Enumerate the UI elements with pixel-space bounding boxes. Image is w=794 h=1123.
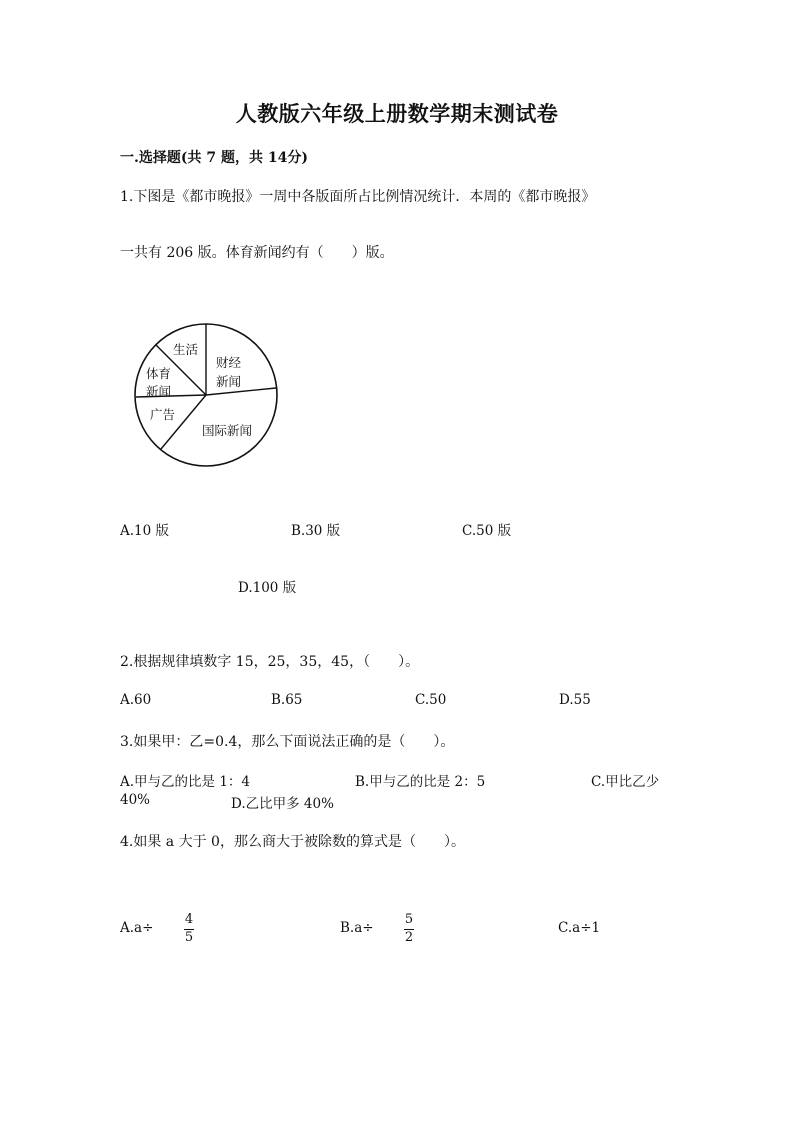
pie-divider-right [206, 388, 276, 395]
question-2: 2.根据规律填数字 15，25，35，45，（ ）。 [120, 654, 420, 670]
question-1-line-1: 1.下图是《都市晚报》一周中各版面所占比例情况统计．本周的《都市晚报》 [120, 189, 596, 205]
q1-option-a[interactable]: A.10 版 [120, 523, 170, 539]
q1-option-c[interactable]: C.50 版 [462, 523, 512, 539]
q2-option-c[interactable]: C.50 [415, 692, 447, 708]
pie-label-ads: 广告 [150, 407, 176, 422]
pie-label-finance-2: 新闻 [216, 374, 242, 389]
q4-option-a[interactable]: A.a÷ [120, 920, 154, 936]
q4-option-b[interactable]: B.a÷ [340, 920, 374, 936]
page-title: 人教版六年级上册数学期末测试卷 [235, 101, 559, 126]
question-4: 4.如果 a 大于 0，那么商大于被除数的算式是（ ）。 [120, 834, 465, 850]
fraction-denominator: 5 [184, 930, 194, 945]
pie-chart [128, 318, 288, 474]
q3-option-d[interactable]: D.乙比甲多 40% [231, 796, 334, 812]
q2-option-a[interactable]: A.60 [120, 692, 152, 708]
pie-label-life: 生活 [173, 342, 199, 357]
q2-option-d[interactable]: D.55 [559, 692, 591, 708]
q1-option-b[interactable]: B.30 版 [291, 523, 341, 539]
q4-option-c[interactable]: C.a÷1 [558, 920, 601, 936]
question-1-line-2: 一共有 206 版。体育新闻约有（ ）版。 [120, 245, 394, 261]
q4-option-a-fraction [184, 913, 194, 945]
q1-option-d[interactable]: D.100 版 [238, 580, 297, 596]
fraction-numerator: 5 [404, 912, 414, 927]
q3-option-c[interactable]: C.甲比乙少 [591, 774, 660, 790]
pie-divider-bottom-left [161, 395, 206, 449]
q4-option-b-fraction [404, 913, 414, 945]
pie-label-international: 国际新闻 [202, 423, 253, 438]
q3-option-a[interactable]: A.甲与乙的比是 1：4 [120, 774, 251, 790]
fraction-denominator: 2 [404, 930, 414, 945]
pie-label-sports-1: 体育 [146, 366, 172, 381]
q3-option-b[interactable]: B.甲与乙的比是 2：5 [355, 774, 486, 790]
fraction-numerator: 4 [184, 912, 194, 927]
pie-label-sports-2: 新闻 [146, 384, 172, 399]
q3-option-c-continued[interactable]: 40% [120, 792, 151, 808]
q2-option-b[interactable]: B.65 [271, 692, 303, 708]
pie-label-finance-1: 财经 [216, 355, 242, 370]
question-3: 3.如果甲：乙=0.4，那么下面说法正确的是（ ）。 [120, 734, 455, 750]
section-header: 一.选择题(共 7 题，共 14分) [120, 150, 308, 166]
